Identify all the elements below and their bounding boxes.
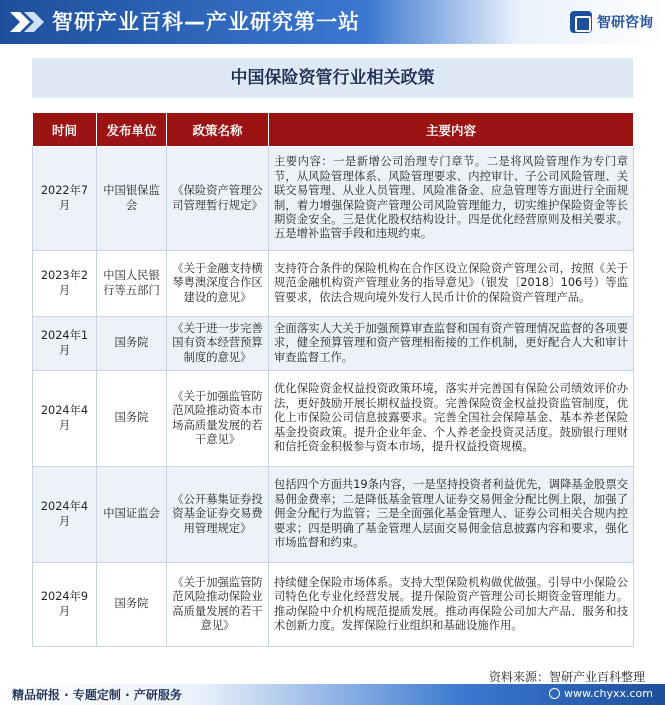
page-footer [0, 684, 665, 705]
cell-policy-name: 《关于加强监管防范风险推动资本市场高质量发展的若干意见》 [167, 371, 269, 467]
globe-icon [549, 688, 560, 699]
cell-content: 包括四个方面共19条内容，一是坚持投资者利益优先，调降基金股票交易佣金费率；二是降低基金管理人证券交易佣金分配比例上限，加强了佣金分配行为监管；三是全面强化基金管理人、证券公司相关合规内控要求；四是明确了基金管理人层面交易佣金信息披露内容和要求，强化市场监督和约束。 [269, 467, 634, 563]
double-chevron-icon [8, 10, 48, 34]
cell-time: 2022年7月 [33, 147, 97, 251]
table-row [33, 147, 634, 251]
cell-policy-name: 《关于金融支持横琴粤澳深度合作区建设的意见》 [167, 251, 269, 317]
policy-table [32, 112, 634, 647]
table-row [33, 317, 634, 371]
cell-issuer: 国务院 [97, 317, 167, 371]
column-header-time: 时间 [33, 113, 97, 147]
cell-issuer: 国务院 [97, 563, 167, 647]
footer-slogan: 精品研报 · 专题定制 · 产研服务 [12, 688, 182, 702]
cell-time: 2024年4月 [33, 467, 97, 563]
site-title: 智研产业百科—产业研究第一站 [52, 10, 360, 34]
cell-policy-name: 《公开募集证券投资基金证券交易费用管理规定》 [167, 467, 269, 563]
data-source: 资料来源：智研产业百科整理 [488, 670, 645, 684]
cell-content: 持续健全保险市场体系。支持大型保险机构做优做强。引导中小保险公司特色化专业化经营发展。提升保险资产管理公司长期资金管理能力。推动保险中介机构规范提质发展。推动再保险公司加大产品、服务和技术创新力度。发挥保险行业组织和基础设施作用。 [269, 563, 634, 647]
column-header-content: 主要内容 [269, 113, 634, 147]
cell-time: 2023年2月 [33, 251, 97, 317]
table-row [33, 371, 634, 467]
cell-issuer: 中国人民银行等五部门 [97, 251, 167, 317]
page-header [0, 0, 665, 44]
cell-time: 2024年1月 [33, 317, 97, 371]
column-header-policy-name: 政策名称 [167, 113, 269, 147]
cell-issuer: 中国证监会 [97, 467, 167, 563]
website-url[interactable]: www.chyxx.com [563, 687, 653, 700]
cell-time: 2024年4月 [33, 371, 97, 467]
cell-content: 全面落实人大关于加强预算审查监督和国有资产管理情况监督的各项要求，健全预算管理和资产管理相衔接的工作机制，更好配合人大和审计审查监督工作。 [269, 317, 634, 371]
cell-policy-name: 《关于进一步完善国有资本经营预算制度的意见》 [167, 317, 269, 371]
cell-content: 支持符合条件的保险机构在合作区设立保险资产管理公司，按照《关于规范金融机构资产管理业务的指导意见》（银发〔2018〕106号）等监管要求，依法合规向境外发行人民币计价的保险资产管理产品。 [269, 251, 634, 317]
brand[interactable] [570, 11, 653, 33]
table-row [33, 467, 634, 563]
footer-website[interactable] [549, 687, 653, 700]
cell-issuer: 国务院 [97, 371, 167, 467]
column-header-issuer: 发布单位 [97, 113, 167, 147]
brand-logo-icon [570, 11, 592, 33]
cell-policy-name: 《保险资产管理公司管理暂行规定》 [167, 147, 269, 251]
table-title: 中国保险资管行业相关政策 [32, 58, 633, 98]
table-row [33, 251, 634, 317]
cell-content: 优化保险资金权益投资政策环境，落实并完善国有保险公司绩效评价办法，更好鼓励开展长期权益投资。完善保险资金权益投资监管制度，优化上市保险公司信息披露要求。完善全国社会保障基金、基本养老保险基金投资政策。提升企业年金、个人养老金投资灵活度。鼓励银行理财和信托资金积极参与资本市场，提升权益投资规模。 [269, 371, 634, 467]
brand-name: 智研咨询 [597, 15, 653, 31]
table-row [33, 563, 634, 647]
table-header-row [33, 113, 634, 147]
cell-content: 主要内容：一是新增公司治理专门章节。二是将风险管理作为专门章节，从风险管理体系、风险管理要求、内控审计、子公司风险管理、关联交易管理、从业人员管理、风险准备金、应急管理等方面进行全面规制，着力增强保险资产管理公司风险管理能力，切实维护保险资金等长期资金安全。三是优化股权结构设计。四是优化经营原则及相关要求。五是增补监管手段和违规约束。 [269, 147, 634, 251]
cell-time: 2024年9月 [33, 563, 97, 647]
cell-policy-name: 《关于加强监管防范风险推动保险业高质量发展的若干意见》 [167, 563, 269, 647]
cell-issuer: 中国银保监会 [97, 147, 167, 251]
